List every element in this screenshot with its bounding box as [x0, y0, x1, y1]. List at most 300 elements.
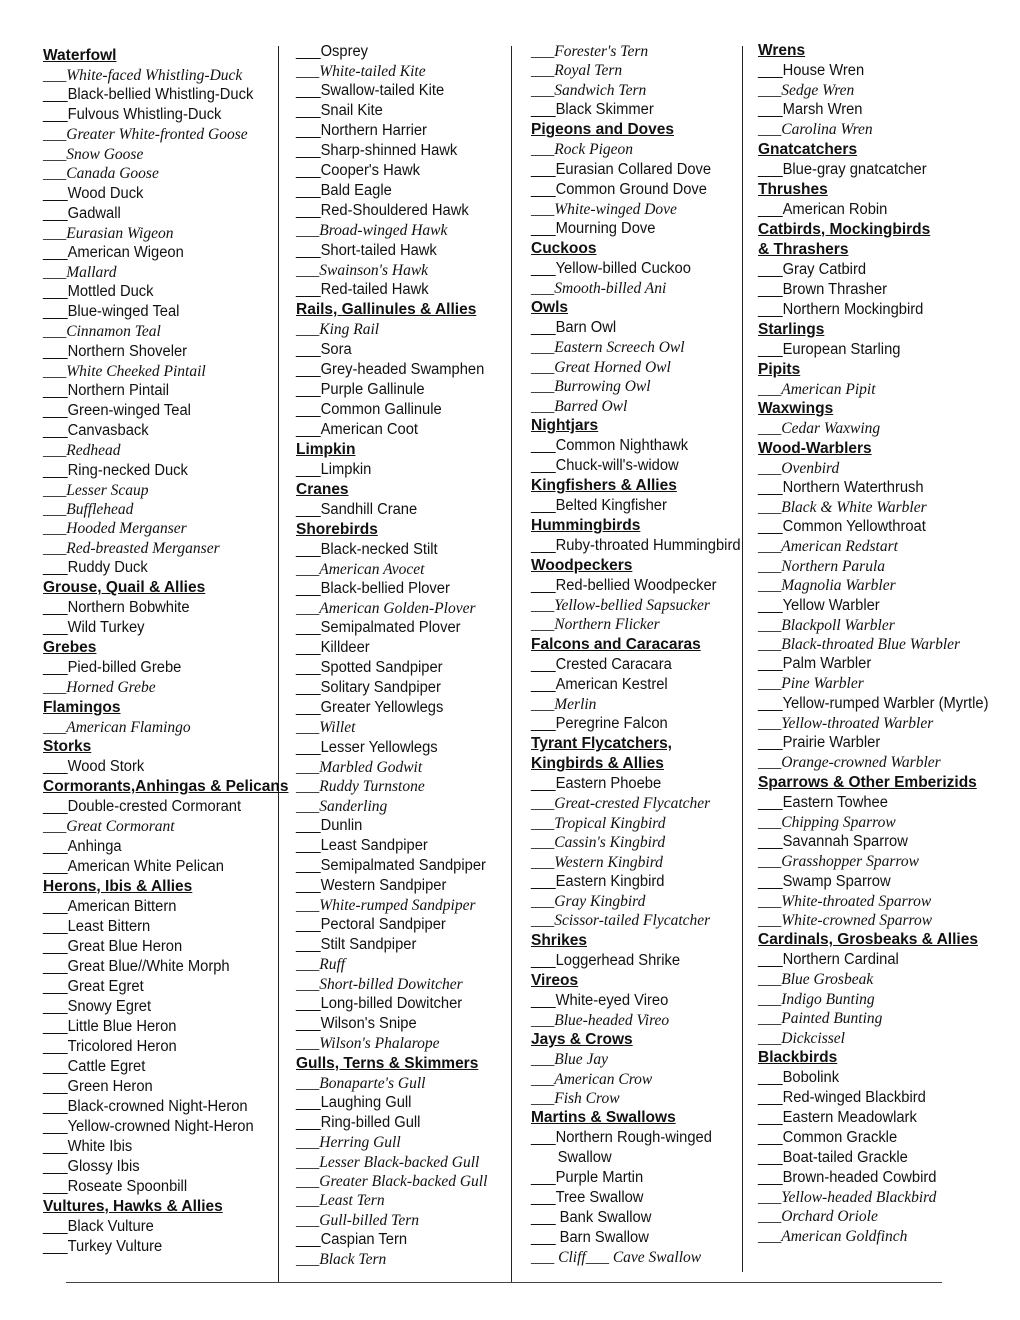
checkbox-blank-line[interactable]: ___ — [296, 837, 321, 855]
checkbox-blank-line[interactable]: ___ — [531, 220, 556, 238]
checkbox-blank-line[interactable]: ___ — [758, 1227, 782, 1245]
species-name: Least Bittern — [67, 917, 151, 935]
species-name: Black Vulture — [67, 1217, 154, 1235]
checkbox-blank-line[interactable]: ___ — [43, 461, 68, 479]
checklist-item-king-rail — [296, 320, 508, 339]
checkbox-blank-line[interactable]: ___ — [531, 675, 556, 693]
checkbox-blank-line[interactable]: ___ — [43, 798, 68, 816]
checklist-item-grey-headed-swamphen — [296, 360, 497, 380]
checklist-item-great-egret — [43, 977, 263, 997]
checkbox-blank-line[interactable]: ___ — [296, 916, 321, 934]
checkbox-blank-line[interactable]: ___ — [531, 280, 555, 298]
checkbox-blank-line[interactable]: ___ — [758, 793, 783, 811]
checkbox-blank-line[interactable]: ___ — [43, 599, 68, 617]
checkbox-blank-line[interactable]: ___ — [43, 244, 68, 262]
section-heading-gnatcatchers: Gnatcatchers — [758, 140, 858, 158]
checkbox-blank-line[interactable]: ___ — [531, 892, 555, 910]
checkbox-blank-line[interactable]: ___ — [531, 715, 556, 733]
checklist-item-american-bittern — [43, 897, 263, 917]
checkbox-blank-line[interactable]: ___ — [531, 1011, 555, 1029]
checkbox-blank-line[interactable]: ___ — [758, 616, 782, 634]
species-name: Great Egret — [67, 977, 144, 995]
species-name: Great Cormorant — [66, 818, 175, 836]
checkbox-blank-line[interactable]: ___ — [296, 222, 320, 240]
species-name: Yellow-headed Blackbird — [781, 1188, 937, 1206]
checkbox-blank-line[interactable]: ___ — [43, 917, 68, 935]
checkbox-blank-line[interactable]: ___ — [758, 499, 782, 517]
checkbox-blank-line[interactable]: ___ — [531, 991, 556, 1009]
checkbox-blank-line[interactable]: ___ — [43, 442, 67, 460]
checkbox-blank-line[interactable]: ___ — [531, 1051, 555, 1069]
checkbox-blank-line[interactable]: ___ — [758, 1148, 783, 1166]
checkbox-blank-line[interactable]: ___ — [296, 400, 321, 418]
checkbox-blank-line[interactable]: ___ — [758, 420, 782, 438]
checkbox-blank-line[interactable]: ___ — [43, 126, 67, 144]
checkbox-blank-line[interactable]: ___ — [43, 1037, 68, 1055]
checkbox-blank-line[interactable]: ___ — [531, 655, 556, 673]
checklist-item-northern-harrier — [296, 121, 497, 141]
checkbox-blank-line[interactable]: ___ — [296, 182, 321, 200]
checklist-item-chuck-will-s-widow — [531, 456, 729, 476]
checkbox-blank-line[interactable]: ___ — [758, 577, 782, 595]
checklist-item-tropical-kingbird — [531, 814, 739, 833]
checkbox-blank-line[interactable]: ___ — [531, 437, 556, 455]
checkbox-blank-line[interactable]: ___ — [758, 380, 782, 398]
checkbox-blank-line[interactable]: ___ — [43, 659, 68, 677]
checkbox-blank-line[interactable]: ___ — [296, 540, 321, 558]
checkbox-blank-line[interactable]: ___ — [43, 224, 67, 242]
checkbox-blank-line[interactable]: ___ — [531, 1189, 556, 1207]
checkbox-blank-line[interactable]: ___ — [758, 714, 782, 732]
checkbox-blank-line[interactable]: ___ — [531, 200, 555, 218]
checkbox-blank-line[interactable]: ___ — [296, 241, 321, 259]
species-name: Snowy Egret — [67, 997, 152, 1015]
checkbox-blank-line[interactable]: ___ — [43, 837, 68, 855]
checkbox-blank-line[interactable]: ___ — [296, 162, 321, 180]
checkbox-blank-line[interactable]: ___ — [758, 518, 783, 536]
checkbox-blank-line[interactable]: ___ — [296, 360, 321, 378]
species-name: American Wigeon — [67, 244, 184, 262]
checkbox-blank-line[interactable]: ___ — [758, 596, 783, 614]
checkbox-blank-line[interactable]: ___ — [531, 319, 556, 337]
checklist-item-turkey-vulture — [43, 1237, 263, 1257]
checkbox-blank-line[interactable]: ___ — [296, 500, 321, 518]
checkbox-blank-line[interactable]: ___ — [43, 857, 68, 875]
species-name: Green Heron — [67, 1077, 153, 1095]
checkbox-blank-line[interactable]: ___ — [296, 460, 321, 478]
checkbox-blank-line[interactable]: ___ — [43, 559, 68, 577]
checkbox-blank-line[interactable]: ___ — [531, 1070, 555, 1088]
checkbox-blank-line[interactable]: ___ — [43, 1057, 68, 1075]
species-name: Pied-billed Grebe — [67, 659, 182, 677]
species-name: Blue-winged Teal — [67, 303, 180, 321]
checkbox-blank-line[interactable]: ___ — [531, 795, 555, 813]
checkbox-blank-line[interactable]: ___ — [296, 699, 321, 717]
checkbox-blank-line[interactable]: ___ — [43, 937, 68, 955]
checkbox-blank-line[interactable]: ___ — [531, 260, 556, 278]
checkbox-blank-line[interactable]: ___ — [43, 283, 68, 301]
checkbox-blank-line[interactable]: ___ — [531, 951, 556, 969]
checkbox-blank-line[interactable]: ___ — [758, 557, 782, 575]
checkbox-blank-line[interactable]: ___ — [758, 1168, 783, 1186]
checkbox-blank-line[interactable]: ___ — [531, 81, 555, 99]
species-name: Double-crested Cormorant — [67, 798, 242, 816]
checkbox-blank-line[interactable]: ___ — [531, 853, 555, 871]
checkbox-blank-line[interactable]: ___ — [296, 778, 320, 796]
checkbox-blank-line[interactable]: ___ — [43, 520, 67, 538]
checklist-item-killdeer — [296, 638, 497, 658]
species-name: Common Gallinule — [320, 400, 442, 418]
checkbox-blank-line[interactable]: ___ — [531, 1229, 556, 1247]
checkbox-blank-line[interactable]: ___ — [758, 1088, 783, 1106]
checklist-item-green-winged-teal — [43, 401, 263, 421]
species-name: Barn Swallow — [555, 1229, 649, 1247]
checkbox-blank-line[interactable]: ___ — [43, 145, 67, 163]
checkbox-blank-line[interactable]: ___ — [296, 600, 320, 618]
checkbox-blank-line[interactable]: ___ — [43, 1117, 68, 1135]
checkbox-blank-line[interactable]: ___ — [296, 857, 321, 875]
checklist-item-magnolia-warbler — [758, 576, 986, 595]
checkbox-blank-line[interactable]: ___ — [296, 877, 321, 895]
checkbox-blank-line[interactable]: ___ — [296, 122, 321, 140]
species-name: Northern Parula — [781, 557, 886, 575]
checkbox-blank-line[interactable]: ___ — [758, 971, 782, 989]
species-name: Marbled Godwit — [319, 758, 423, 776]
checkbox-blank-line[interactable]: ___ — [296, 995, 321, 1013]
checkbox-blank-line[interactable]: ___ — [531, 358, 555, 376]
checklist-item-cedar-waxwing — [758, 419, 986, 438]
species-name: Tropical Kingbird — [554, 814, 666, 832]
checkbox-blank-line[interactable]: ___ — [531, 1089, 555, 1107]
checklist-item-white-throated-sparrow — [758, 892, 986, 911]
section-heading-storks: Storks — [43, 738, 92, 756]
checklist-item-burrowing-owl — [531, 377, 739, 396]
checkbox-blank-line[interactable]: ___ — [43, 422, 68, 440]
species-name: Grasshopper Sparrow — [781, 853, 919, 871]
checklist-item-yellow-rumped-warbler-myrtle — [758, 694, 989, 714]
checkbox-blank-line[interactable]: ___ — [296, 897, 320, 915]
checkbox-blank-line[interactable]: ___ — [296, 975, 320, 993]
species-name: Short-billed Dowitcher — [319, 975, 463, 993]
checkbox-blank-line[interactable]: ___ — [758, 694, 783, 712]
checkbox-blank-line[interactable]: ___ — [43, 1237, 68, 1255]
checkbox-blank-line[interactable]: ___ — [531, 537, 556, 555]
checkbox-blank-line[interactable]: ___ — [296, 956, 320, 974]
checkbox-blank-line[interactable]: ___ — [758, 280, 783, 298]
species-name: Smooth-billed Ani — [554, 280, 667, 298]
checklist-item-greater-black-backed-gull — [296, 1172, 508, 1191]
checkbox-blank-line[interactable]: ___ — [43, 184, 68, 202]
checkbox-blank-line[interactable]: ___ — [296, 1114, 321, 1132]
checkbox-blank-line[interactable]: ___ — [43, 1217, 68, 1235]
species-name: Sharp-shinned Hawk — [320, 142, 458, 160]
checkbox-blank-line[interactable]: ___ — [296, 1231, 321, 1249]
checkbox-blank-line[interactable]: ___ — [531, 872, 556, 890]
checkbox-blank-line[interactable]: ___ — [43, 86, 68, 104]
checkbox-blank-line[interactable]: ___ — [531, 378, 555, 396]
column-divider-2 — [511, 46, 512, 1282]
checkbox-blank-line[interactable]: ___ — [758, 1188, 782, 1206]
checkbox-blank-line[interactable]: ___ — [43, 758, 68, 776]
checkbox-blank-line[interactable]: ___ — [758, 675, 782, 693]
species-name: Prairie Warbler — [782, 734, 881, 752]
checkbox-blank-line[interactable]: ___ — [531, 814, 555, 832]
checkbox-blank-line[interactable]: ___ — [43, 342, 68, 360]
checkbox-blank-line[interactable]: ___ — [43, 481, 67, 499]
checklist-item-white-tailed-kite — [296, 62, 508, 81]
checkbox-blank-line[interactable]: ___ — [758, 260, 783, 278]
checkbox-blank-line[interactable]: ___ — [43, 382, 68, 400]
checklist-item-swallow — [531, 1148, 729, 1168]
checkbox-blank-line[interactable]: ___ — [296, 1094, 321, 1112]
checkbox-blank-line[interactable]: ___ — [43, 539, 67, 557]
checkbox-blank-line[interactable]: ___ — [758, 833, 783, 851]
checkbox-blank-line[interactable]: ___ — [758, 872, 783, 890]
checkbox-blank-line[interactable]: ___ — [296, 639, 321, 657]
checkbox-blank-line[interactable]: ___ — [585, 1249, 609, 1267]
checklist-item-pied-billed-grebe — [43, 658, 263, 678]
checkbox-blank-line[interactable]: ___ — [43, 897, 68, 915]
checkbox-blank-line[interactable]: ___ — [531, 43, 555, 60]
checkbox-blank-line[interactable]: ___ — [296, 659, 321, 677]
checklist-item-least-tern — [296, 1191, 508, 1210]
checkbox-blank-line[interactable]: ___ — [758, 1068, 783, 1086]
checkbox-blank-line[interactable]: ___ — [43, 977, 68, 995]
species-name: Least Tern — [319, 1192, 385, 1210]
species-name: American Redstart — [781, 538, 898, 556]
species-name: Boat-tailed Grackle — [782, 1148, 908, 1166]
species-name: Gray Kingbird — [554, 892, 646, 910]
checkbox-blank-line[interactable]: ___ — [43, 1157, 68, 1175]
species-name: Black & White Warbler — [781, 499, 927, 517]
species-name: Black Skimmer — [555, 101, 654, 119]
checkbox-blank-line[interactable]: ___ — [43, 1177, 68, 1195]
species-name: Semipalmated Sandpiper — [320, 857, 486, 875]
checkbox-blank-line[interactable]: ___ — [758, 459, 782, 477]
checkbox-blank-line[interactable]: ___ — [296, 82, 321, 100]
checkbox-blank-line[interactable]: ___ — [296, 63, 320, 80]
species-name: Red-breasted Merganser — [66, 539, 220, 557]
checklist-item-northern-flicker — [531, 615, 739, 634]
species-name: Wood Duck — [67, 184, 144, 202]
checkbox-blank-line[interactable]: ___ — [758, 911, 782, 929]
species-name: Wilson's Snipe — [320, 1015, 417, 1033]
checkbox-blank-line[interactable]: ___ — [758, 1128, 783, 1146]
checkbox-blank-line[interactable]: ___ — [758, 951, 783, 969]
checkbox-blank-line[interactable]: ___ — [758, 892, 782, 910]
checkbox-blank-line[interactable]: ___ — [296, 1172, 320, 1190]
checklist-item-indigo-bunting — [758, 990, 986, 1009]
checklist-item-white-ibis — [43, 1137, 263, 1157]
checkbox-blank-line[interactable]: ___ — [758, 734, 783, 752]
checkbox-blank-line[interactable]: ___ — [758, 1029, 782, 1047]
checkbox-blank-line[interactable]: ___ — [531, 1249, 555, 1267]
checkbox-blank-line[interactable]: ___ — [758, 121, 782, 139]
checkbox-blank-line[interactable]: ___ — [531, 397, 555, 415]
checklist-item-sandhill-crane — [296, 500, 497, 520]
checkbox-blank-line[interactable]: ___ — [758, 1010, 782, 1028]
checkbox-blank-line[interactable]: ___ — [531, 1169, 556, 1187]
checkbox-blank-line[interactable]: ___ — [43, 501, 67, 519]
checklist-item-marsh-wren — [758, 100, 975, 120]
checkbox-blank-line[interactable]: ___ — [296, 261, 320, 279]
checkbox-blank-line[interactable]: ___ — [531, 160, 556, 178]
section-heading-vireos: Vireos — [531, 971, 579, 989]
checkbox-blank-line[interactable]: ___ — [43, 323, 67, 341]
section-heading-catbirds-mockingbirds: Catbirds, Mockingbirds — [758, 220, 931, 238]
checkbox-blank-line[interactable]: ___ — [758, 655, 783, 673]
checkbox-blank-line[interactable]: ___ — [758, 479, 783, 497]
checkbox-blank-line[interactable]: ___ — [43, 1077, 68, 1095]
checkbox-blank-line[interactable]: ___ — [43, 718, 67, 736]
checkbox-blank-line[interactable]: ___ — [43, 303, 68, 321]
checkbox-blank-line[interactable]: ___ — [43, 402, 68, 420]
species-name: White-eyed Vireo — [555, 991, 669, 1009]
checkbox-blank-line[interactable]: ___ — [296, 1153, 320, 1171]
species-name: Gadwall — [67, 204, 121, 222]
checkbox-blank-line[interactable]: ___ — [296, 380, 321, 398]
checklist-item-white-faced-whistling-duck — [43, 66, 275, 85]
checkbox-blank-line[interactable]: ___ — [296, 619, 321, 637]
checklist-item-white-winged-dove — [531, 200, 739, 219]
checkbox-blank-line[interactable]: ___ — [296, 420, 321, 438]
checkbox-blank-line[interactable]: ___ — [758, 853, 782, 871]
checkbox-blank-line[interactable]: ___ — [531, 1129, 556, 1147]
checkbox-blank-line[interactable]: ___ — [43, 619, 68, 637]
checkbox-blank-line[interactable]: ___ — [531, 141, 555, 159]
checkbox-blank-line[interactable]: ___ — [296, 1251, 320, 1269]
checkbox-blank-line[interactable]: ___ — [531, 834, 555, 852]
species-name: Great Blue//White Morph — [67, 957, 230, 975]
checklist-item-prairie-warbler — [758, 733, 975, 753]
species-name: Royal Tern — [554, 62, 623, 80]
checkbox-blank-line[interactable]: ___ — [758, 636, 782, 654]
checklist-item-cassin-s-kingbird — [531, 833, 739, 852]
checkbox-blank-line[interactable]: ___ — [43, 106, 68, 124]
checkbox-blank-line[interactable]: ___ — [296, 679, 321, 697]
checkbox-blank-line[interactable]: ___ — [296, 797, 320, 815]
checkbox-blank-line[interactable]: ___ — [758, 300, 783, 318]
species-name: European Starling — [782, 340, 901, 358]
species-name: Sandhill Crane — [320, 500, 418, 518]
checklist-item-lesser-black-backed-gull — [296, 1153, 508, 1172]
checkbox-blank-line[interactable]: ___ — [43, 679, 67, 697]
checkbox-blank-line[interactable]: ___ — [296, 321, 320, 339]
species-name: Gull-billed Tern — [319, 1211, 420, 1229]
checkbox-blank-line[interactable]: ___ — [296, 281, 321, 299]
checklist-item-eastern-phoebe — [531, 774, 729, 794]
checkbox-blank-line[interactable]: ___ — [43, 264, 67, 282]
checklist-item-gull-billed-tern — [296, 1211, 508, 1230]
checklist-item-caspian-tern — [296, 1230, 497, 1250]
checkbox-blank-line[interactable]: ___ — [758, 82, 782, 99]
species-name: American Kestrel — [555, 675, 668, 693]
checkbox-blank-line[interactable]: ___ — [296, 738, 321, 756]
checklist-item-sedge-wren — [758, 81, 986, 100]
checkbox-blank-line[interactable]: ___ — [758, 754, 782, 772]
section-heading-limpkin: Limpkin — [296, 440, 356, 458]
checkbox-blank-line[interactable]: ___ — [296, 1192, 320, 1210]
species-name: Common Yellowthroat — [782, 518, 926, 536]
checklist-item-ring-necked-duck — [43, 461, 263, 481]
checklist-item-long-billed-dowitcher — [296, 994, 497, 1014]
checkbox-blank-line[interactable]: ___ — [758, 340, 783, 358]
checkbox-blank-line[interactable]: ___ — [296, 43, 321, 60]
checkbox-blank-line[interactable]: ___ — [758, 160, 783, 178]
checkbox-blank-line[interactable]: ___ — [296, 758, 320, 776]
checkbox-blank-line[interactable]: ___ — [296, 580, 321, 598]
checkbox-blank-line[interactable]: ___ — [531, 62, 555, 80]
checkbox-blank-line[interactable]: ___ — [758, 101, 783, 119]
checkbox-blank-line[interactable]: ___ — [531, 339, 555, 357]
checkbox-blank-line[interactable]: ___ — [296, 1074, 320, 1092]
checkbox-blank-line[interactable]: ___ — [758, 1108, 783, 1126]
checkbox-blank-line[interactable]: ___ — [43, 818, 67, 836]
checkbox-blank-line[interactable]: ___ — [43, 997, 68, 1015]
checkbox-blank-line[interactable]: ___ — [296, 936, 321, 954]
checkbox-blank-line[interactable]: ___ — [531, 912, 555, 930]
checkbox-blank-line[interactable]: ___ — [758, 538, 782, 556]
checklist-item-little-blue-heron — [43, 1017, 263, 1037]
checklist-column-2 — [296, 42, 508, 1270]
checkbox-blank-line[interactable]: ___ — [531, 695, 555, 713]
checkbox-blank-line[interactable]: ___ — [531, 577, 556, 595]
checklist-item-northern-shoveler — [43, 342, 263, 362]
species-name: Purple Martin — [555, 1169, 644, 1187]
checkbox-blank-line[interactable]: ___ — [296, 1134, 320, 1152]
checkbox-blank-line[interactable]: ___ — [758, 813, 782, 831]
checkbox-blank-line[interactable]: ___ — [531, 775, 556, 793]
checklist-item-semipalmated-sandpiper — [296, 856, 497, 876]
checkbox-blank-line[interactable]: ___ — [296, 102, 321, 120]
checkbox-blank-line[interactable]: ___ — [531, 457, 556, 475]
section-heading-sparrows-other-emberizids: Sparrows & Other Emberizids — [758, 773, 977, 791]
checkbox-blank-line[interactable]: ___ — [43, 204, 68, 222]
checklist-item-black-throated-blue-warbler — [758, 635, 986, 654]
checklist-item-tricolored-heron — [43, 1037, 263, 1057]
checkbox-blank-line[interactable]: ___ — [758, 990, 782, 1008]
checkbox-blank-line[interactable]: ___ — [43, 1017, 68, 1035]
checkbox-blank-line[interactable]: ___ — [296, 202, 321, 220]
checkbox-blank-line[interactable]: ___ — [43, 1097, 68, 1115]
checkbox-blank-line[interactable]: ___ — [296, 1211, 320, 1229]
checkbox-blank-line[interactable]: ___ — [296, 340, 321, 358]
checkbox-blank-line[interactable]: ___ — [296, 142, 321, 160]
checkbox-blank-line[interactable]: ___ — [531, 497, 556, 515]
checkbox-blank-line[interactable]: ___ — [43, 165, 67, 183]
checkbox-blank-line[interactable]: ___ — [531, 180, 556, 198]
checkbox-blank-line[interactable]: ___ — [758, 1208, 782, 1226]
checkbox-blank-line[interactable]: ___ — [531, 597, 555, 615]
checkbox-blank-line[interactable]: ___ — [531, 101, 556, 119]
checkbox-blank-line[interactable]: ___ — [296, 560, 320, 578]
checkbox-blank-line[interactable]: ___ — [758, 200, 783, 218]
checkbox-blank-line[interactable]: ___ — [43, 362, 67, 380]
checklist-column-1 — [43, 46, 289, 1257]
checkbox-blank-line[interactable]: ___ — [43, 1137, 68, 1155]
checkbox-blank-line[interactable]: ___ — [43, 957, 68, 975]
checkbox-blank-line[interactable]: ___ — [296, 817, 321, 835]
checklist-item-cattle-egret — [43, 1057, 263, 1077]
checkbox-blank-line[interactable]: ___ — [531, 1209, 556, 1227]
checkbox-blank-line[interactable]: ___ — [296, 719, 320, 737]
checkbox-blank-line[interactable]: ___ — [296, 1035, 320, 1053]
species-name: Yellow-throated Warbler — [781, 714, 934, 732]
checkbox-blank-line[interactable]: ___ — [43, 67, 67, 84]
checkbox-blank-line[interactable]: ___ — [758, 62, 783, 79]
checkbox-blank-line[interactable]: ___ — [531, 616, 555, 634]
checkbox-blank-line[interactable]: ___ — [296, 1015, 321, 1033]
